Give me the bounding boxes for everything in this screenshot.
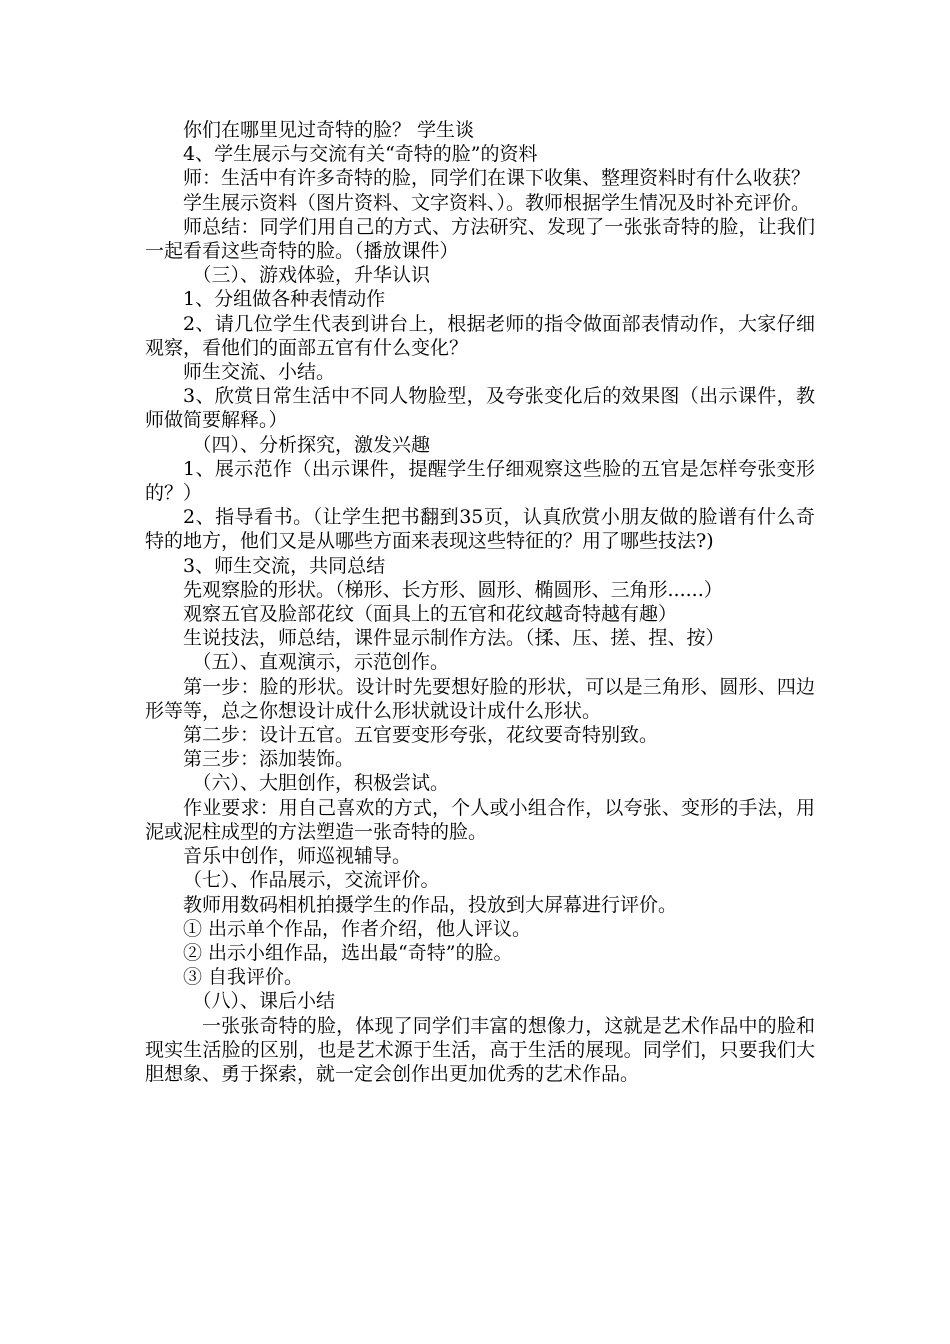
paragraph-20: 第二步：设计五官。五官要变形夸张，花纹要奇特别致。 — [183, 724, 659, 747]
section-heading-6: （六）、大胆创作，积极尝试。 — [192, 772, 450, 795]
section-heading-5: （五）、直观演示，示范创作。 — [192, 651, 450, 674]
paragraph-24: 音乐中创作，师巡视辅导。 — [183, 845, 412, 868]
paragraph-21: 第三步：添加装饰。 — [183, 748, 355, 771]
paragraph-17: 生说技法，师总结，课件显示制作方法。（揉、压、搓、捏、按） — [183, 627, 725, 650]
paragraph-23: 作业要求：用自己喜欢的方式，个人或小组合作，以夸张、变形的手法，用泥或泥柱成型的方法塑造一张奇特的脸。 — [145, 796, 815, 843]
paragraph-2: 4、学生展示与交流有关“奇特的脸”的资料 — [183, 143, 538, 166]
section-heading-7: （七）、作品展示，交流评价。 — [183, 869, 440, 892]
document-body — [145, 118, 815, 1086]
paragraph-13: 2、指导看书。（让学生把书翻到35页，认真欣赏小朋友做的脸谱有什么奇特的地方，他们又是从哪些方面来表现这些特征的？用了哪些技法?) — [145, 506, 815, 553]
paragraph-14: 3、师生交流，共同总结 — [183, 554, 386, 577]
paragraph-26: 教师用数码相机拍摄学生的作品，投放到大屏幕进行评价。 — [183, 893, 678, 916]
paragraph-4: 学生展示资料（图片资料、文字资料、）。教师根据学生情况及时补充评价。 — [183, 191, 811, 214]
paragraph-10: 3、欣赏日常生活中不同人物脸型，及夸张变化后的效果图（出示课件，教师做简要解释。） — [145, 385, 815, 432]
paragraph-16: 观察五官及脸部花纹（面具上的五官和花纹越奇特越有趣） — [183, 603, 678, 626]
section-heading-4: （四）、分析探究，激发兴趣 — [192, 433, 431, 456]
paragraph-19: 第一步：脸的形状。设计时先要想好脸的形状，可以是三角形、圆形、四边形等等，总之你想设计成什么形状就设计成什么形状。 — [145, 675, 815, 722]
list-item-2: ② 出示小组作品，选出最“奇特”的脸。 — [183, 941, 513, 964]
list-item-1: ① 出示单个作品，作者介绍，他人评议。 — [183, 917, 532, 940]
paragraph-8: 2、请几位学生代表到讲台上，根据老师的指令做面部表情动作，大家仔细观察，看他们的面部五官有什么变化？ — [145, 312, 815, 359]
paragraph-12: 1、展示范作（出示课件，提醒学生仔细观察这些脸的五官是怎样夸张变形的？） — [145, 457, 815, 505]
paragraph-5: 师总结：同学们用自己的方式、方法研究、发现了一张张奇特的脸，让我们一起看看这些奇特的脸。（播放课件） — [145, 215, 815, 263]
list-item-3: ③ 自我评价。 — [183, 966, 304, 989]
section-heading-8: （八）、课后小结 — [192, 990, 336, 1013]
paragraph-15: 先观察脸的形状。（梯形、长方形、圆形、椭圆形、三角形......） — [183, 578, 723, 601]
paragraph-3: 师：生活中有许多奇特的脸，同学们在课下收集、整理资料时有什么收获？ — [183, 167, 811, 190]
paragraph-7: 1、分组做各种表情动作 — [183, 288, 386, 311]
paragraph-9: 师生交流、小结。 — [183, 361, 336, 384]
paragraph-1: 你们在哪里见过奇特的脸？ 学生谈 — [183, 119, 475, 141]
paragraph-31: 一张张奇特的脸，体现了同学们丰富的想像力，这就是艺术作品中的脸和现实生活脸的区别，也是艺术源于生活，高于生活的展现。同学们，只要我们大胆想象、勇于探索，就一定会创作出更加优秀的艺术作品。 — [145, 1014, 815, 1085]
section-heading-3: （三）、游戏体验，升华认识 — [192, 264, 431, 287]
